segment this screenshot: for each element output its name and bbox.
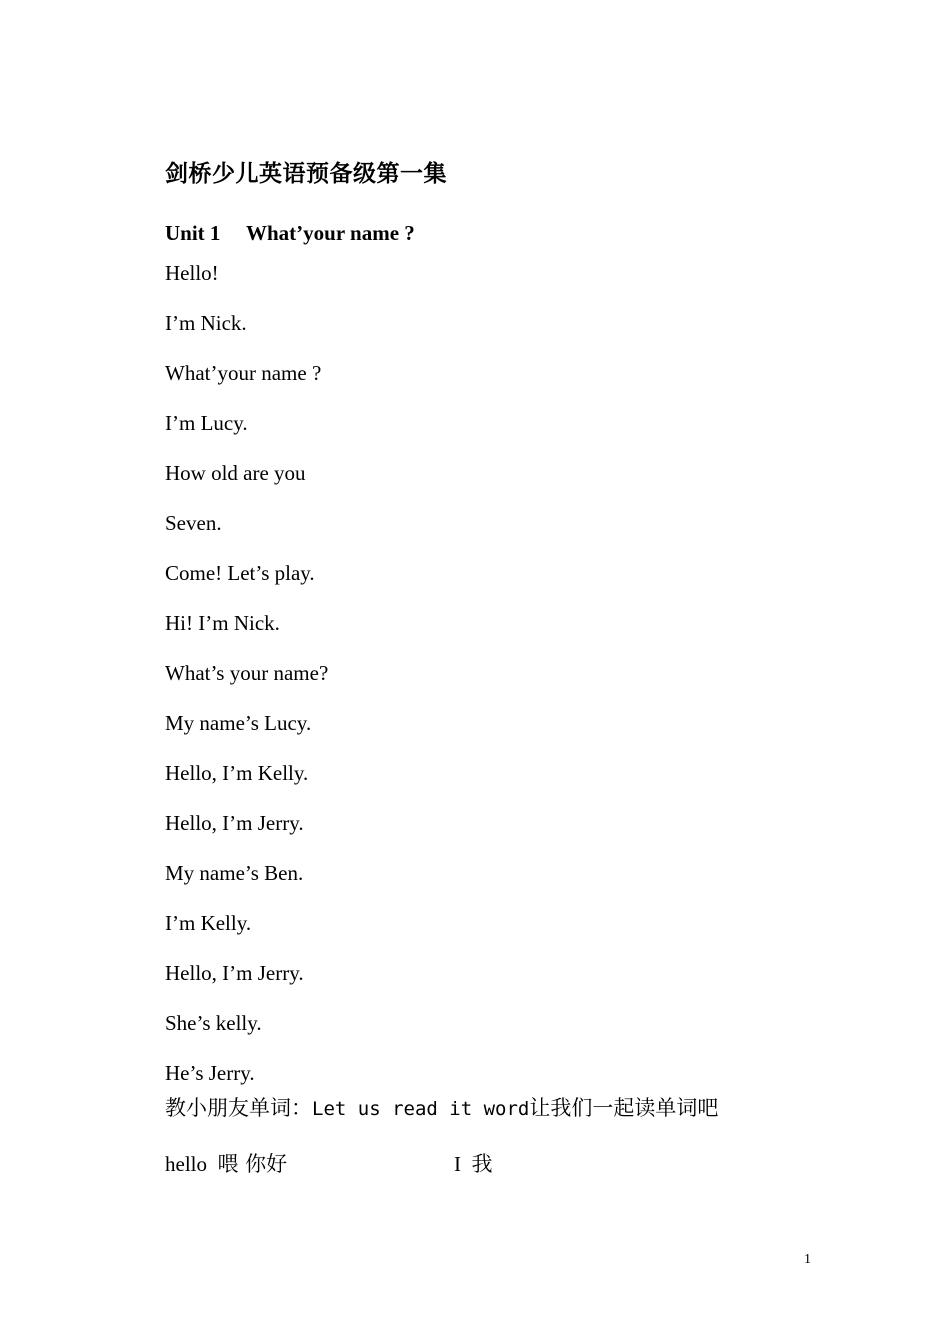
vocab-heading-suffix: 让我们一起读单词吧	[529, 1096, 719, 1120]
dialogue-line: I’m Kelly.	[165, 911, 252, 935]
vocab-heading-prefix: 教小朋友单词：	[165, 1096, 312, 1120]
unit-title: What’your name ?	[246, 221, 415, 245]
dialogue-line: I’m Nick.	[165, 311, 247, 335]
dialogue-line: Hi! I’m Nick.	[165, 611, 280, 635]
dialogue-line: He’s Jerry.	[165, 1061, 255, 1085]
dialogue-line: Hello, I’m Jerry.	[165, 811, 304, 835]
vocab-word: hello	[165, 1152, 207, 1176]
page-content	[165, 152, 865, 1184]
vocab-heading	[165, 1090, 865, 1126]
vocab-row	[165, 1144, 865, 1184]
dialogue-line: How old are you	[165, 461, 306, 485]
vocab-meaning: 喂 你好	[217, 1152, 288, 1176]
vocab-word: I	[454, 1152, 461, 1176]
dialogue-line: What’your name ?	[165, 361, 322, 385]
dialogue-line: Hello, I’m Jerry.	[165, 961, 304, 985]
dialogue-line: I’m Lucy.	[165, 411, 248, 435]
unit-heading	[165, 218, 865, 248]
dialogue-line: My name’s Lucy.	[165, 711, 312, 735]
dialogue-line: Come! Let’s play.	[165, 561, 315, 585]
dialogue-line: What’s your name?	[165, 661, 329, 685]
dialogue-line: Hello!	[165, 261, 219, 285]
dialogue-line: My name’s Ben.	[165, 861, 304, 885]
page-number: 1	[804, 1252, 811, 1267]
dialogue-line: Hello, I’m Kelly.	[165, 761, 309, 785]
vocab-heading-english: Let us read it word	[312, 1098, 530, 1120]
vocab-entry-hello	[165, 1144, 287, 1184]
unit-number: Unit 1	[165, 221, 221, 245]
dialogue-line: Seven.	[165, 511, 222, 535]
dialogue-line: She’s kelly.	[165, 1011, 262, 1035]
document-title: 剑桥少儿英语预备级第一集	[165, 161, 447, 187]
dialogue-list	[165, 248, 865, 1098]
vocab-entry-i	[454, 1144, 493, 1184]
vocab-meaning: 我	[471, 1152, 493, 1176]
